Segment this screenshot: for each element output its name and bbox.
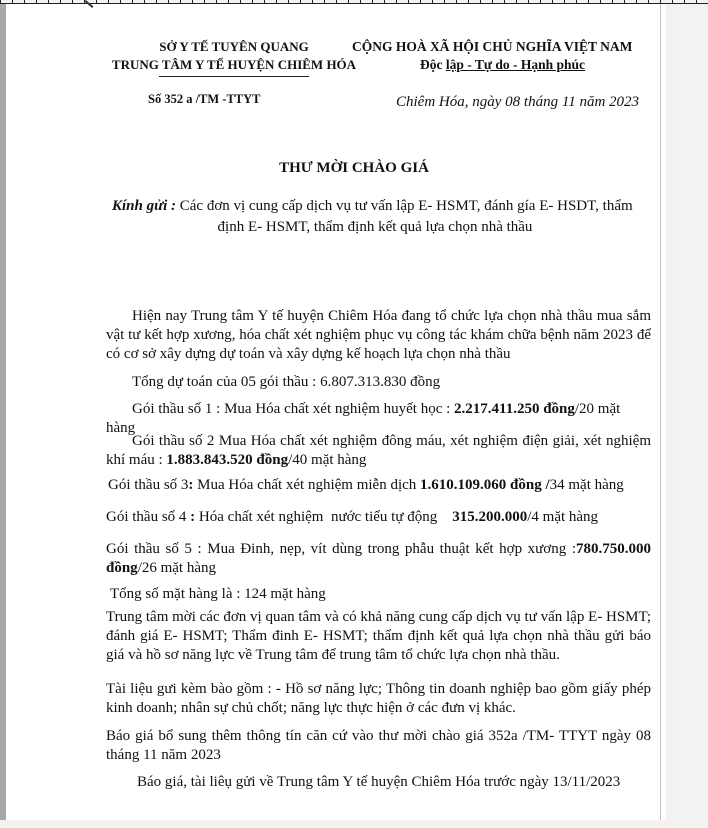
invitation-paragraph: Trung tâm mời các đơn vị quan tâm và có khả năng cung cấp dịch vụ tư vấn lập E- HSMT; đánh giá E- HSMT; Thẩm đinh E- HSMT; thẩm định kết quả lựa chọn nhà thầu gửi báo giá và hồ sơ năng lực về Trung tâm để trung tâm tổ chức lựa chọn nhà thầu. — [106, 609, 651, 663]
package-items: 34 mặt hàng — [549, 477, 624, 493]
package-label: Gói thầu số 1 : Mua Hóa chất xét nghiệm huyết học : — [132, 401, 455, 417]
recipient-lead: Kính gửi : — [112, 198, 177, 214]
package-sep: : — [188, 477, 198, 493]
motto-prefix: Độc — [420, 57, 446, 72]
package-items: /40 mặt hàng — [288, 452, 367, 468]
motto-underlined: lập - Tự do - Hạnh phúc — [445, 57, 586, 72]
package-label: Gói thầu số 4 — [106, 509, 191, 525]
recipient-line1: Các đơn vị cung cấp dịch vụ tư vấn lập E- HSMT, đánh gía E- HSDT, thẩm — [176, 198, 633, 214]
package-items: /4 mặt hàng — [527, 509, 599, 525]
agency-underline — [159, 76, 309, 77]
document-number: Số 352 a /TM -TTYT — [148, 92, 261, 106]
agency-header — [106, 38, 362, 77]
package-2 — [106, 432, 651, 470]
attachments-paragraph: Tài liệu gưi kèm bào gồm : - Hồ sơ năng lực; Thông tin doanh nghiệp bao gồm giấy phép kinh doanh; nhân sự chủ chốt; năng lực thực hiện ở các đưn vị khác. — [106, 681, 651, 716]
page-right-edge — [660, 4, 661, 820]
place-date: Chiêm Hóa, ngày 08 tháng 11 năm 2023 — [396, 94, 640, 110]
nation-name: CỘNG HOÀ XÃ HỘI CHỦ NGHĨA VIỆT NAM — [352, 39, 633, 54]
package-items: /20 mặt hàng — [106, 401, 621, 436]
recipient-line2: định E- HSMT, thẩm định kết quả lựa chọn nhà thầu — [217, 219, 533, 235]
deadline-paragraph: Báo giá, tài liêụ gửi về Trung tâm Y tế huyện Chiêm Hóa trước ngày 13/11/2023 — [137, 774, 621, 790]
intro-paragraph: Hiện nay Trung tâm Y tế huyện Chiêm Hóa đang tổ chức lựa chọn nhà thầu mua sắm vật tư kết hợp xương, hóa chất xét nghiệm phục vụ công tác khám chữa bệnh năm 2023 để có cơ sở xây dựng dự toán và xây dựng kế hoạch lựa chọn nhà thầu — [106, 308, 651, 362]
agency-name: TRUNG TÂM Y TẾ HUYỆN CHIÊM HÓA — [111, 57, 357, 72]
package-amount: 780.750.000 đồng — [106, 541, 651, 576]
package-label: Gói thầu số 3 — [108, 477, 189, 493]
nation-header — [352, 38, 652, 74]
agency-parent: SỞ Y TẾ TUYÊN QUANG — [159, 39, 309, 54]
supplement-paragraph: Báo giá bổ sung thêm thông tín căn cứ vào thư mời chào giá 352a /TM- TTYT ngày 08 tháng 11 năm 2023 — [106, 728, 651, 763]
total-estimate: Tổng dự toán của 05 gói thầu : 6.807.313.830 đồng — [132, 374, 441, 390]
package-amount: 315.200.000 — [452, 509, 528, 525]
package-amount: 1.883.843.520 đồng — [166, 452, 289, 468]
package-amount: 1.610.109.060 đồng / — [420, 477, 550, 493]
package-items: /26 mặt hàng — [137, 560, 217, 576]
package-sep: : — [190, 509, 199, 525]
package-label: Gói thầu số 2 Mua Hóa chất xét nghiệm đông máu, xét nghiệm điện giải, xét nghiệm khí máu : — [106, 433, 651, 468]
package-amount: 2.217.411.250 đồng — [454, 401, 575, 417]
recipient — [112, 196, 652, 238]
package-label: Gói thầu số 5 : Mua Đinh, nẹp, vít dùng trong phẫu thuật kết hợp xương : — [106, 541, 576, 557]
package-4 — [106, 508, 651, 527]
total-items: Tổng số mặt hàng là : 124 mặt hàng — [110, 586, 326, 602]
package-5 — [106, 540, 651, 578]
document-title: THƯ MỜI CHÀO GIÁ — [279, 160, 429, 176]
national-motto — [352, 56, 652, 74]
package-desc: Mua Hóa chất xét nghiệm miễn dịch — [197, 477, 421, 493]
package-3 — [108, 476, 653, 495]
package-desc: Hóa chất xét nghiệm nước tiểu tự động — [198, 509, 453, 525]
